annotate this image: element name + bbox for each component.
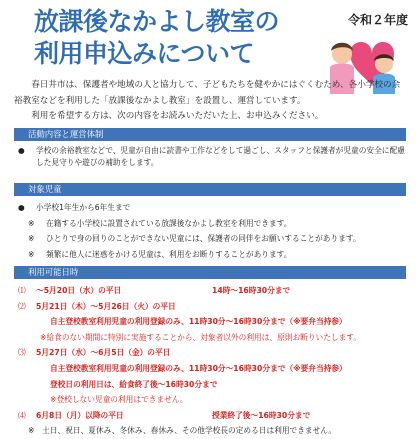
date-range: ～5月20日（水）の平日 — [36, 286, 122, 295]
title-line-1: 放課後なかよし教室の — [34, 7, 280, 36]
note-mark: ※ — [28, 249, 35, 259]
time-range: 14時～16時30分まで — [212, 286, 291, 295]
eligible-note: 在籍する小学校に設置されている放課後なかよし教室を利用できます。 — [46, 218, 292, 228]
dates-footnote: ※ 土日、祝日、夏休み、冬休み、春休み、その他学校長の定める日は利用できません。 — [28, 426, 337, 436]
eligible-main: 小学校1年生から6年生まで — [36, 203, 131, 212]
section-heading-eligible: 対象児童 — [14, 183, 406, 196]
page-title — [34, 6, 334, 70]
item-number: ⑷ — [18, 410, 26, 420]
schedule-detail: 登校日の利用日は、給食終了後～16時30分まで — [50, 379, 218, 389]
item-number: ⑴ — [18, 286, 26, 295]
section-heading-activity: 活動内容と運営体制 — [14, 128, 406, 141]
intro-text — [14, 78, 406, 125]
date-range: 6月8日（月）以降の平日 — [36, 410, 124, 420]
item-number: ⑵ — [18, 301, 26, 311]
schedule-detail: 自主登校教室利用児童の利用登録のみ、11時30分～16時30分まで（※要弁当持参） — [50, 363, 347, 373]
era-label: 令和２年度 — [347, 13, 408, 27]
bullet-icon: ● — [18, 146, 25, 155]
schedule-detail: 自主登校教室利用児童の利用登録のみ、11時30分～16時30分まで（※要弁当持参） — [50, 317, 347, 327]
intro-paragraph: 春日井市は、保護者や地域の人と協力して、子どもたちを健やかにはぐくむため、各小学校の余裕教室などを利用した「放課後なかよし教室」を設置し、運営しています。 — [14, 80, 401, 106]
item-number: ⑶ — [18, 348, 26, 358]
date-range: 5月27日（水）～6月5日（金）の平日 — [36, 348, 171, 358]
bullet-icon: ● — [18, 203, 25, 212]
schedule-note: ※登校しない児童の利用はできません。 — [50, 395, 188, 405]
section-heading-dates: 利用可能日時 — [14, 266, 406, 279]
eligible-note: ひとりで身の回りのことができない児童には、保護者の同伴をお願いすることがあります。 — [46, 234, 361, 243]
activity-block — [14, 145, 408, 168]
schedule-note: ※給食のない期間に特別に実施することから、対象者以外の利用は、原則お断りいたします。 — [40, 332, 362, 342]
note-mark: ※ — [28, 234, 35, 243]
title-line-2: 利用申込みについて — [34, 39, 255, 68]
eligible-block — [14, 200, 408, 262]
note-mark: ※ — [28, 218, 35, 228]
activity-text: 学校の余裕教室などで、児童が自由に読書や工作などをして過ごし、スタッフと保護者が児童の安全に配慮した見守りや遊びの補助をします。 — [36, 146, 405, 167]
time-range: 授業終了後～16時30分まで — [212, 410, 311, 420]
date-range: 5月21日（木）～5月26日（火）の平日 — [36, 301, 176, 311]
dates-block — [14, 283, 408, 439]
eligible-note: 頻繁に他人に迷惑をかける児童は、利用をお断りすることがあります。 — [46, 249, 292, 259]
intro-paragraph: 利用を希望する方は、次の内容をお読みいただいた上、お申込みください。 — [31, 111, 324, 121]
